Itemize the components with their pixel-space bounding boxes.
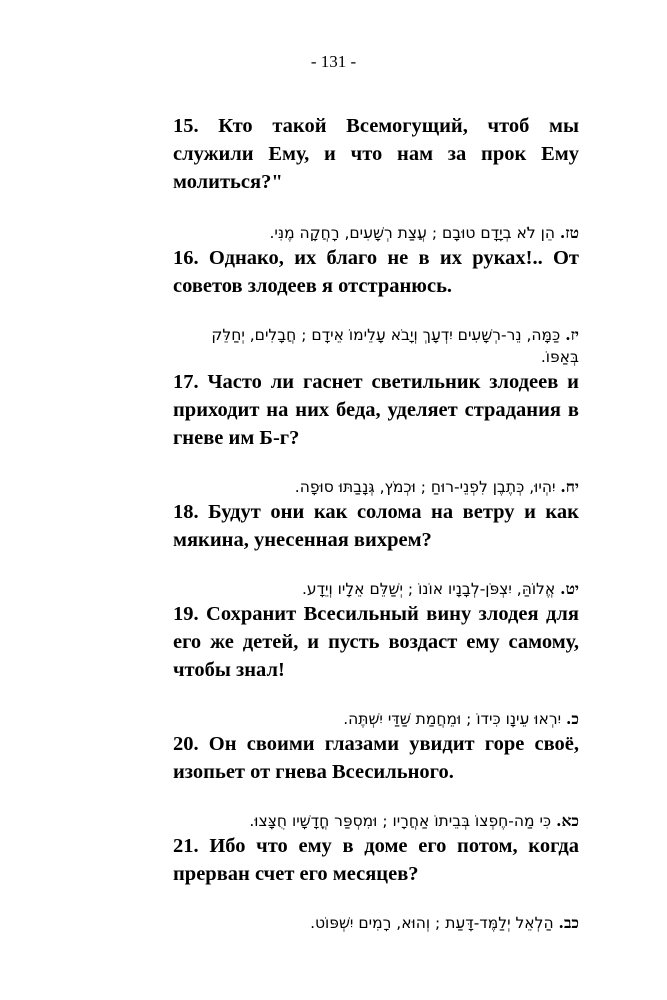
page-number: - 131 - [310,52,357,71]
hebrew-verse-number: יח. [560,477,579,496]
hebrew-verse-text: יִהְיוּ, כְּתֶבֶן לִפְנֵי-רוּחַ ; וּכְמֹץ, גְּנָבַתּוּ סוּפָה. [294,478,556,496]
verse-15 [173,112,579,196]
hebrew-verse-number: טז. [559,223,579,242]
russian-text: 15. Кто такой Всемогущий, чтоб мы служили Ему, и что нам за прок Ему молиться?" [173,115,579,193]
hebrew-verse-number: כב. [558,913,579,932]
hebrew-verse-number: כ. [566,709,579,728]
russian-text: 19. Сохранит Всесильный вину злодея для его же детей, и пусть воздаст ему самому, чтобы знал! [173,603,579,681]
hebrew-text [173,810,579,832]
verse-17 [173,324,579,452]
russian-text: 20. Он своими глазами увидит горе своё, изопьет от гнева Всесильного. [173,733,579,783]
hebrew-verse-number: יט. [560,579,579,598]
hebrew-text [173,578,579,600]
hebrew-text [173,912,579,934]
verse-20 [173,708,579,786]
verse-16 [173,222,579,300]
russian-text: 21. Ибо что ему в доме его потом, когда прерван счет его месяцев? [173,835,579,885]
russian-text: 16. Однако, их благо не в их руках!.. От советов злодеев я отстранюсь. [173,247,579,297]
hebrew-verse-number: כא. [556,811,579,830]
hebrew-verse-text: אֱלוֹהַּ, יִצְפֹּן-לְבָנָיו אוֹנוֹ ; יְשַׁלֵּם אֵלָיו וְיֵדָע. [301,580,556,598]
verse-list [173,112,579,958]
hebrew-verse-text: כִּי מַה-חֶפְצוֹ בְּבֵיתוֹ אַחֲרָיו ; וּמִסְפַּר חֳדָשָׁיו חֻצָּצוּ. [249,812,552,830]
verse-18 [173,476,579,554]
hebrew-verse-text: הַלְאֵל יְלַמֶּד-דָּעַת ; וְהוּא, רָמִים יִשְׁפּוֹט. [310,914,554,932]
hebrew-text [173,324,579,368]
verse-22 [173,912,579,934]
hebrew-text [173,708,579,730]
hebrew-verse-text: כַּמָּה, נֵר-רְשָׁעִים יִדְעָךְ וְיָבֹא עָלֵימוֹ אֵידָם ; חֲבָלִים, יְחַלֵּק בְּאַפּוֹ. [211,326,579,366]
verse-19 [173,578,579,684]
hebrew-text [173,476,579,498]
hebrew-text [173,222,579,244]
russian-text: 17. Часто ли гаснет светильник злодеев и приходит на них беда, уделяет страдания в гневе им Б-г? [173,371,579,449]
hebrew-verse-text: הֵן לֹא בְיָדָם טוּבָם ; עֲצַת רְשָׁעִים, רָחֲקָה מֶנִּי. [269,224,555,242]
hebrew-verse-text: יִרְאוּ עֵינָו כִּידוֹ ; וּמֵחֲמַת שַׁדַּי יִשְׁתֶּה. [343,710,562,728]
russian-text: 18. Будут они как солома на ветру и как мякина, унесенная вихрем? [173,501,579,551]
hebrew-verse-number: יז. [565,325,579,344]
verse-21 [173,810,579,888]
